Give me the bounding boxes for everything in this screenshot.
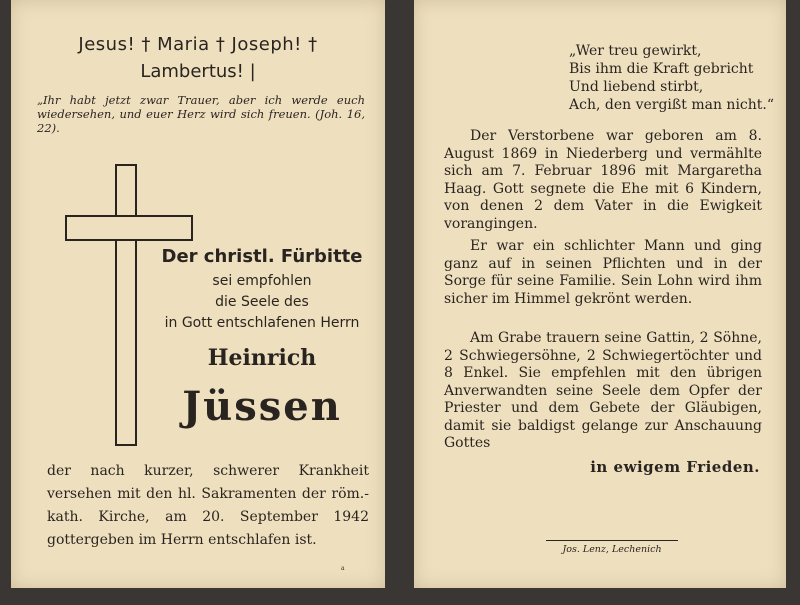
scripture-quote: „Ihr habt jetzt zwar Trauer, aber ich werde euch wiedersehen, und euer Herz wird sich freuen. (Joh. 16, 22). [37, 93, 365, 135]
invocation-heading: Jesus! † Maria † Joseph! † [78, 34, 318, 55]
patron-saint-line: Lambertus! | [140, 61, 256, 82]
memorial-poem [569, 42, 779, 114]
corner-mark: a [341, 565, 345, 572]
prayer-line-3: die Seele des [215, 294, 309, 310]
biography-paragraph: Der Verstorbene war geboren am 8. August 1869 in Niederberg und vermählte sich am 7. Februar 1896 mit Margaretha Haag. Gott segnete die Ehe mit 6 Kindern, von denen 2 dem Vater in die Ewigkeit vorangingen. [444, 128, 762, 232]
death-notice-text: der nach kurzer, schwerer Krankheit versehen mit den hl. Sakramenten der röm.-kath. Kirche, am 20. September 1942 gottergeben im Herrn entschlafen ist. [47, 463, 369, 548]
printer-divider [546, 540, 678, 541]
mourners-paragraph: Am Grabe trauern seine Gattin, 2 Söhne, 2 Schwiegersöhne, 2 Schwiegertöchter und 8 Enkel. Sie empfehlen mit den übrigen Anverwandten seine Seele dem Opfer der Priester und dem Gebete der Gläubigen, damit sie baldigst gelange zur Anschauung Gottes [444, 330, 762, 451]
deceased-surname: Jüssen [182, 383, 342, 430]
prayer-line-2: sei empfohlen [212, 273, 312, 289]
printer-credit: Jos. Lenz, Lechenich [562, 544, 662, 555]
character-paragraph: Er war ein schlichter Mann und ging ganz auf in seinen Pflichten und in der Sorge für seine Familie. Sein Lohn wird ihm sicher im Himmel gekrönt werden. [444, 238, 762, 307]
right-card-page [414, 0, 786, 588]
deceased-first-name: Heinrich [207, 345, 317, 371]
left-card-page [11, 0, 385, 588]
poem-line: Bis ihm die Kraft gebricht [569, 61, 754, 77]
prayer-line-4: in Gott entschlafenen Herrn [164, 315, 360, 331]
closing-line: in ewigem Frieden. [590, 458, 760, 476]
prayer-line-1: Der christl. Fürbitte [161, 246, 363, 267]
poem-line: Und liebend stirbt, [569, 79, 704, 95]
poem-line: „Wer treu gewirkt, [569, 43, 702, 59]
poem-line: Ach, den vergißt man nicht.“ [569, 97, 775, 113]
